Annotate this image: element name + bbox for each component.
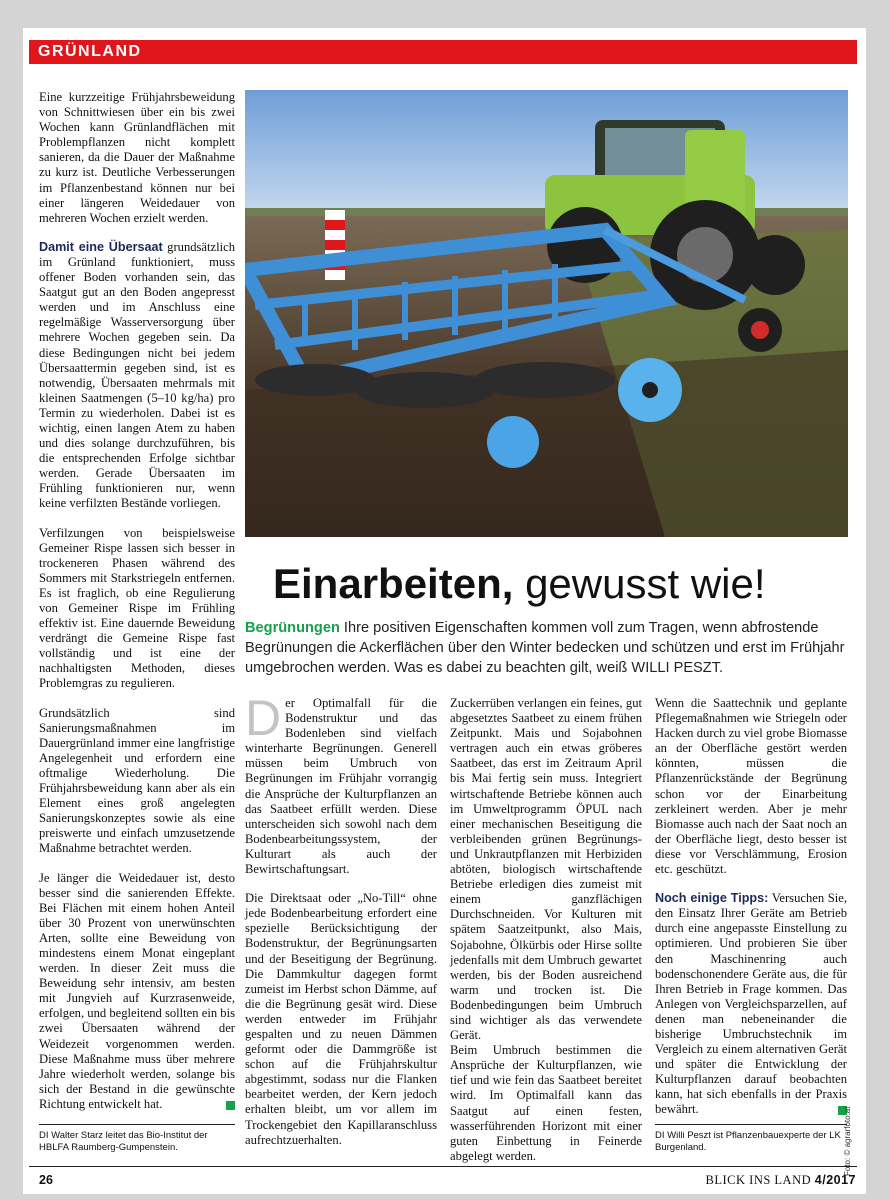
col3-paragraph-1: Zuckerrüben verlangen ein feines, gut abgesetztes Saatbeet zu einem frühen Zeitpunkt. Mais und Sojabohnen vertragen auch ein etwas gröberes Saatbeet, das erst im Zeitraum April bis Mai fertig sein muss. Integriert wirtschaftende Betriebe können auch im Umweltprogramm ÖPUL nach einer mechanischen Beseitigung die verbleibenden grünen Begrünungs- und Unkrautpflanzen mit Herbiziden abtöten, biologisch wirtschaftende Betriebe erledigen dies zumeist mit einem ganzflächigen Durchschneiden. Vor Kulturen mit spätem Saatzeitpunkt, also Mais, Sojabohne, Ölkürbis oder Hirse sollte jedenfalls mit dem Umbruch gewartet werden, bis der Boden ausreichend warm und trocken ist. Die Bodenbedingungen beim Umbruch sind wichtiger als das verwendete Gerät. — [450, 696, 642, 1043]
drop-cap: D — [245, 690, 282, 746]
right-author-bio: DI Willi Peszt ist Pflanzenbauexperte der LK Burgenland. — [655, 1130, 841, 1153]
left-paragraph-2 — [39, 240, 235, 512]
issue-number: 4/2017 — [814, 1173, 856, 1187]
intro-kicker: Begrünungen — [245, 620, 340, 636]
column-2 — [245, 690, 437, 1162]
left-paragraph-4: Grundsätzlich sind Sanierungsmaßnahmen im Dauergrünland immer eine langfristige Angelegenheit und erfordern eine oftmalige Wiederholung. Die Frühjahrsbeweidung kann aber als ein Element eines groß angelegten Sanierungskonzeptes sowie als eine preiswerte und einfach umzusetzende Maßnahme betrachtet werden. — [39, 705, 235, 856]
col4-paragraph-2-lead: Noch einige Tipps: — [655, 891, 769, 906]
left-column — [39, 90, 235, 1126]
column-4 — [655, 696, 847, 1132]
col3-paragraph-2: Beim Umbruch bestimmen die Ansprüche der Kulturpflanzen, wie tief und wie fein das Saatbeet bereitet wird. Im Optimalfall kann das Saatgut auf einen festen, wasserführenden Horizont mit einer guten Einbettung in Feinerde abgelegt werden. — [450, 1043, 642, 1163]
magazine-page — [23, 28, 866, 1194]
column-3 — [450, 696, 642, 1178]
article-photo — [245, 90, 848, 537]
tractor-cultivator-image — [245, 90, 848, 537]
col2-paragraph-1-text: er Optimalfall für die Bodenstruktur und das Bodenleben sind vielfach winterharte Begrünungen. Generell müssen beim Umbruch von Begrünungen im Frühjahr vorrangig die Ansprüche der Kulturpflanzen an das Saatbeet erfüllt werden. Diese unterscheiden sich sowohl nach dem Bodenbearbeitungssystem, der Kulturart als auch der Bewirtschaftungsart. — [245, 696, 437, 877]
footer-rule — [29, 1166, 857, 1167]
article-title-bold: Einarbeiten, — [273, 560, 514, 607]
page-number: 26 — [39, 1173, 53, 1187]
left-paragraph-5-text: Je länger die Weidedauer ist, desto besser sind die sanierenden Effekte. Bei Flächen mit einem hohen Anteil über 30 Prozent von unerwünschten Arten, sollte eine Beweidung von mindestens einem Monat eingeplant werden. In dieser Zeit muss die Beweidung sehr intensiv, am besten mit Jungvieh auf Kurzrasenweide, erfolgen, und begleitend sollten ein bis zwei Übersaaten während der Weidezeit vorgenommen werden. Diese Maßnahme muss über mehrere Jahre wiederholt werden, solange bis sich der Bestand in die gewünschte Richtung entwickelt hat. — [39, 870, 235, 1111]
col4-paragraph-1: Wenn die Saattechnik und geplante Pflegemaßnahmen wie Striegeln oder Hacken durch zu viel grobe Biomasse an der Oberfläche gestört werden könnten, müssen die Pflanzenrückstände der Begrünung schon vor der Einarbeitung zerkleinert werden. Aber je mehr Biomasse auch nach der Saat noch an der Oberfläche liegt, desto besser ist diese vor Verschlämmung, Erosion etc. geschützt. — [655, 696, 847, 877]
left-paragraph-1: Eine kurzzeitige Frühjahrsbeweidung von Schnittwiesen über ein bis zwei Wochen kann Grünlandflächen mit Problempflanzen nicht komplett sanieren, da die Dauer der Maßnahme zu kurz ist. Deutliche Verbesserungen im Pflanzenbestand können nur bei einer längeren Weidedauer von mehreren Wochen erzielt werden. — [39, 90, 235, 225]
left-paragraph-5 — [39, 871, 235, 1113]
intro-text: Ihre positiven Eigenschaften kommen voll zum Tragen, wenn abfrostende Begrünungen die Ackerflächen über den Winter bedecken und schützen und erst im Frühjahr umgebrochen werden. Was es dabei zu beachten gilt, weiß — [245, 620, 845, 676]
magazine-name: BLICK INS LAND — [705, 1173, 812, 1187]
article-title-rest: gewusst wie! — [513, 560, 766, 607]
left-paragraph-2-lead: Damit eine Übersaat — [39, 239, 163, 254]
left-author-bio: DI Walter Starz leitet das Bio-Institut der HBLFA Raumberg-Gumpenstein. — [39, 1130, 208, 1153]
col4-paragraph-2-text: Versuchen Sie, den Einsatz Ihrer Geräte am Betrieb durch eine angepasste Einstellung zu optimieren. Und probieren Sie über den Maschinenring auch bodenschonendere Geräte aus, die für Ihren Betrieb in Frage kommen. Das Anlegen von Vergleichsparzellen, auf denen man nebeneinander die bisherige Umbruchstechnik im Vergleich zu einem alternativen Gerät und später die Entwicklung der Kulturpflanzen darauf beobachten kann, hat sich ebenfalls in der Praxis bewährt. — [655, 891, 847, 1117]
left-paragraph-2-text: grundsätzlich im Grünland funktioniert, muss offener Boden vorhanden sein, das Saatgut gut an den Boden angepresst werden und im Anschluss eine regelmäßige Wasserversorgung über mehrere Wochen gegeben sein. Da diese Bedingungen nicht bei jedem Übersaattermin gegeben sind, ist es notwendig, Übersaaten mehrmals mit kleinen Saatmengen (5–10 kg/ha) pro Termin zu wiederholen. Dabei ist es wichtig, einen langen Atem zu haben und dies solange durchzuführen, bis die entsprechenden Erfolge sichtbar werden. Gerade Übersaaten im Frühling funktionieren nur, wenn keine verfilzten Bestände vorliegen. — [39, 239, 235, 511]
col2-paragraph-1 — [245, 690, 437, 877]
end-mark-icon — [226, 1101, 235, 1110]
right-bio-rule — [655, 1124, 847, 1125]
col2-paragraph-2: Die Direktsaat oder „No-Till“ ohne jede Bodenbearbeitung erfordert eine spezielle Berücksichtigung der Bodenstruktur, der Begrünungsarten und der Beseitigung der Begrünung. Die Dammkultur dagegen formt zumeist im Herbst schon Dämme, auf die die Begrünung gesät wird. Diese werden entweder im Frühjahr gespalten und zu neuen Dämmen geformt oder die Dammgröße ist schon auf die Frühjahrskultur abgestimmt, sodass nur die Flanken bearbeitet werden, der Kern jedoch erhalten bleibt, um vor allem im Trockengebiet den Kapillaranschluss aufrechtzuerhalten. — [245, 891, 437, 1147]
section-label: GRÜNLAND — [38, 43, 142, 60]
magazine-issue — [706, 1173, 856, 1188]
left-paragraph-3: Verfilzungen von beispielsweise Gemeiner Rispe lassen sich besser in trockeneren Phasen während des Sommers mit Starkstriegeln entfernen. Es ist fraglich, ob eine Regulierung von Gemeiner Rispe im Frühling effektiv ist. Eine dauernde Beweidung verdrängt die Gemeine Rispe fast vollständig und ist eine der nachhaltigsten Methoden, dieses Problemgras zu regulieren. — [39, 525, 235, 691]
article-title — [273, 558, 833, 610]
intro-author: WILLI PESZT. — [627, 660, 724, 676]
section-bar — [29, 40, 857, 64]
left-bio-rule — [39, 1124, 235, 1125]
col4-paragraph-2 — [655, 891, 847, 1117]
photo-credit — [843, 1076, 857, 1176]
photo-credit-text: Foto: © agrarfoto.at — [843, 1106, 852, 1176]
article-intro — [245, 618, 851, 678]
